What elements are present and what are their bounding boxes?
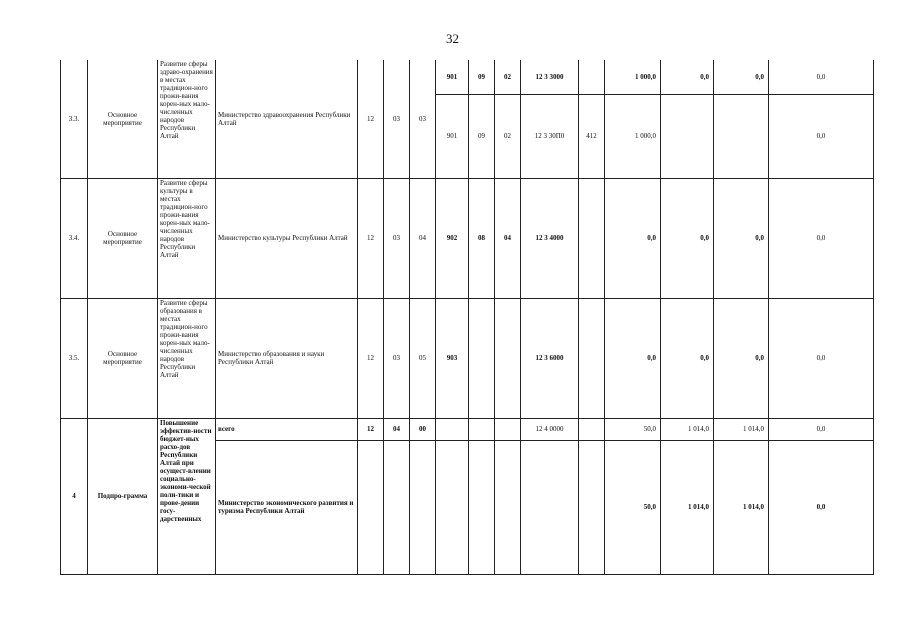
- code-om: [410, 440, 436, 574]
- code-gp: 12: [358, 418, 384, 440]
- code-gp: 12: [358, 60, 384, 178]
- code-gp: [358, 440, 384, 574]
- value-3: 0,0: [714, 60, 769, 94]
- row-executor: Министерство образования и науки Республики Алтай: [216, 298, 358, 418]
- code-rz: 08: [469, 178, 495, 298]
- code-pr: 02: [495, 94, 521, 178]
- code-vr: [579, 440, 605, 574]
- code-pr: [495, 418, 521, 440]
- code-vr: [579, 178, 605, 298]
- row-executor: Министерство здравоохранения Республики Алтай: [216, 60, 358, 178]
- value-3: 0,0: [714, 298, 769, 418]
- value-2: [661, 94, 714, 178]
- code-pr: [495, 440, 521, 574]
- code-rz: 09: [469, 94, 495, 178]
- row-executor: Министерство культуры Республики Алтай: [216, 178, 358, 298]
- value-2: 0,0: [661, 178, 714, 298]
- code-om: 04: [410, 178, 436, 298]
- code-pp: 04: [384, 418, 410, 440]
- code-grbs: 902: [436, 178, 469, 298]
- code-csr: 12 3 4000: [521, 178, 579, 298]
- value-1: 50,0: [605, 440, 661, 574]
- value-3: 0,0: [714, 178, 769, 298]
- code-pp: 03: [384, 60, 410, 178]
- row-name: Развитие сферы культуры в местах традицион-ного прожи-вания корен-ных мало-численных народов Республики Алтай: [158, 178, 216, 298]
- code-pr: 04: [495, 178, 521, 298]
- value-4: 0,0: [769, 60, 874, 94]
- page-number: 32: [446, 31, 459, 46]
- code-vr: [579, 298, 605, 418]
- code-gp: 12: [358, 178, 384, 298]
- value-1: 0,0: [605, 298, 661, 418]
- row-kind: Основное мероприятие: [88, 178, 158, 298]
- value-4: 0,0: [769, 418, 874, 440]
- code-gp: 12: [358, 298, 384, 418]
- table-row: [61, 298, 874, 418]
- value-1: 0,0: [605, 178, 661, 298]
- table-row: [61, 178, 874, 298]
- value-2: 0,0: [661, 60, 714, 94]
- code-vr: [579, 60, 605, 94]
- value-4: 0,0: [769, 298, 874, 418]
- value-2: 1 014,0: [661, 418, 714, 440]
- value-3: 1 014,0: [714, 440, 769, 574]
- value-3: [714, 94, 769, 178]
- code-om: 00: [410, 418, 436, 440]
- row-executor: всего: [216, 418, 358, 440]
- value-3: 1 014,0: [714, 418, 769, 440]
- value-1: 1 000,0: [605, 60, 661, 94]
- code-grbs: 901: [436, 60, 469, 94]
- code-csr: [521, 440, 579, 574]
- value-2: 0,0: [661, 298, 714, 418]
- value-4: 0,0: [769, 94, 874, 178]
- code-pr: 02: [495, 60, 521, 94]
- code-rz: 09: [469, 60, 495, 94]
- table-row: [61, 418, 874, 440]
- code-csr: 12 4 0000: [521, 418, 579, 440]
- program-table: [60, 60, 874, 575]
- row-number: 3.4.: [61, 178, 88, 298]
- value-4: 0,0: [769, 178, 874, 298]
- row-kind: Основное мероприятие: [88, 60, 158, 178]
- row-name: Повышение эффектив-ности бюджет-ных расхо-дов Республики Алтай при осущест-влении социально-экономи-ческой поли-тики и прове-дении госу-дарственных: [158, 418, 216, 574]
- code-pp: 03: [384, 178, 410, 298]
- code-grbs: [436, 440, 469, 574]
- row-number: 3.3.: [61, 60, 88, 178]
- code-grbs: 901: [436, 94, 469, 178]
- row-number: 3.5.: [61, 298, 88, 418]
- value-2: 1 014,0: [661, 440, 714, 574]
- code-om: 05: [410, 298, 436, 418]
- code-rz: [469, 440, 495, 574]
- code-csr: 12 3 30П0: [521, 94, 579, 178]
- code-pr: [495, 298, 521, 418]
- row-kind: Подпро-грамма: [88, 418, 158, 574]
- code-om: 03: [410, 60, 436, 178]
- row-executor: Министерство экономического развития и туризма Республики Алтай: [216, 440, 358, 574]
- value-1: 50,0: [605, 418, 661, 440]
- code-vr: [579, 418, 605, 440]
- code-vr: 412: [579, 94, 605, 178]
- row-number: 4: [61, 418, 88, 574]
- code-pp: [384, 440, 410, 574]
- value-4: 0,0: [769, 440, 874, 574]
- row-kind: Основное мероприятие: [88, 298, 158, 418]
- code-csr: 12 3 6000: [521, 298, 579, 418]
- code-grbs: [436, 418, 469, 440]
- table-row: [61, 60, 874, 94]
- row-name: Развитие сферы образования в местах традицион-ного прожи-вания корен-ных мало-численных народов Республики Алтай: [158, 298, 216, 418]
- code-csr: 12 3 3000: [521, 60, 579, 94]
- row-name: Развитие сферы здраво-охранения в местах традицион-ного прожи-вания корен-ных мало-численных народов Республики Алтай: [158, 60, 216, 178]
- value-1: 1 000,0: [605, 94, 661, 178]
- code-rz: [469, 418, 495, 440]
- code-pp: 03: [384, 298, 410, 418]
- code-rz: [469, 298, 495, 418]
- code-grbs: 903: [436, 298, 469, 418]
